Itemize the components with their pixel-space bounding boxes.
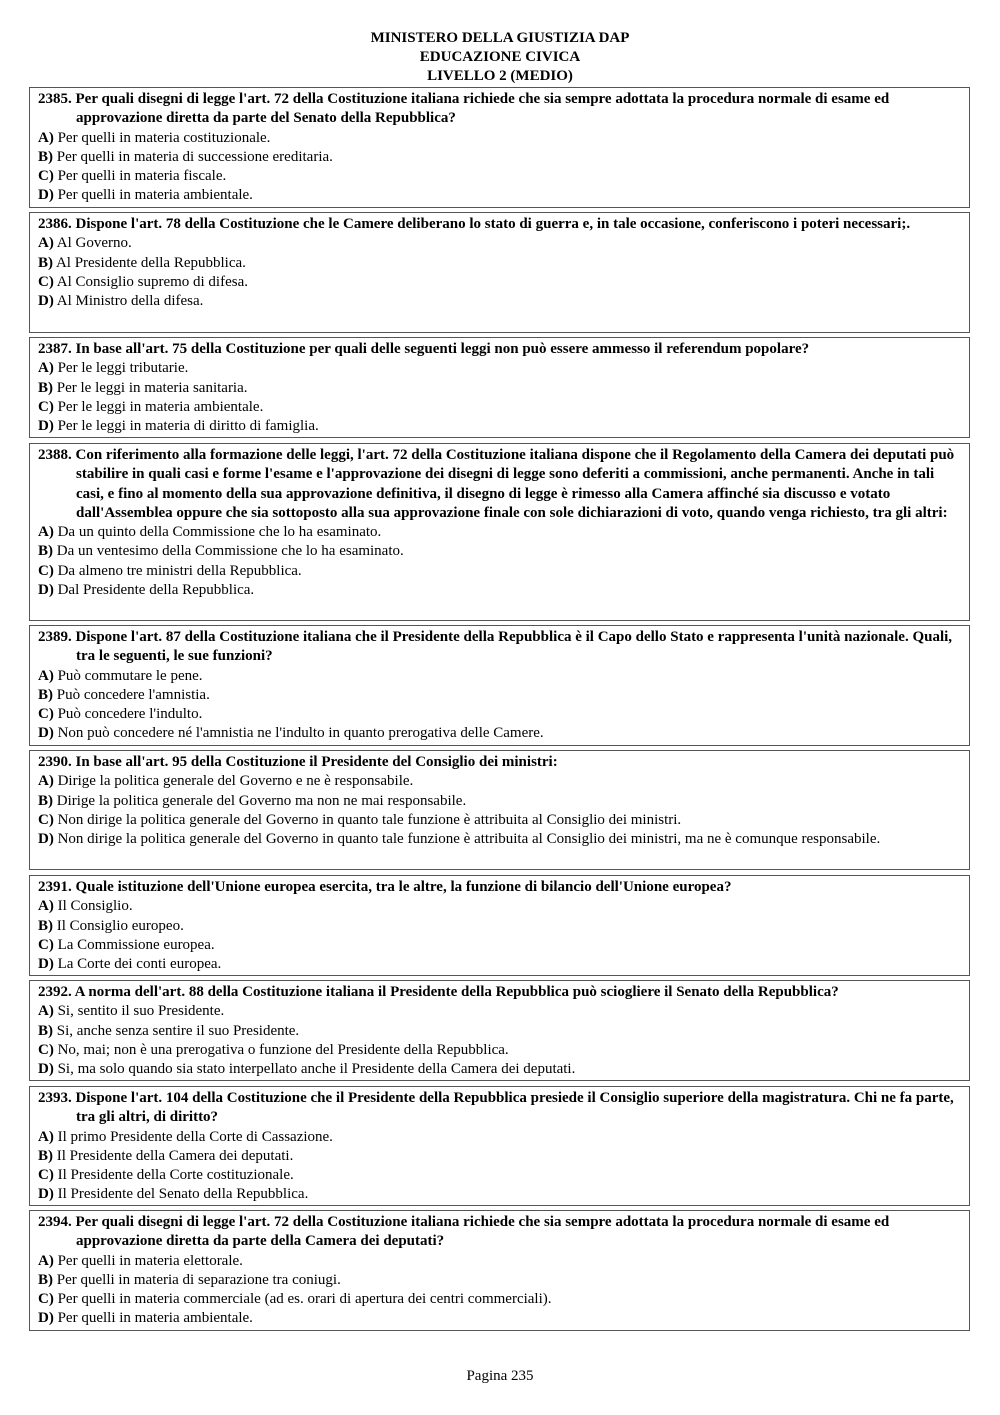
answer-text: Al Ministro della difesa.: [56, 293, 204, 310]
answer-letter: C): [38, 811, 54, 828]
answer-letter: D): [38, 1310, 54, 1327]
answer-option: [38, 234, 961, 253]
answer-letter: C): [38, 1167, 54, 1184]
answer-option: [38, 1290, 961, 1309]
answer-letter: B): [38, 543, 53, 560]
answer-letter: A): [38, 1003, 54, 1020]
answer-text: Dirige la politica generale del Governo e ne è responsabile.: [57, 773, 414, 790]
question-block: [29, 443, 970, 621]
answer-letter: A): [38, 235, 54, 252]
answer-text: Per le leggi tributarie.: [57, 360, 189, 377]
answer-letter: C): [38, 936, 54, 953]
header-level: LIVELLO 2 (MEDIO): [427, 68, 573, 84]
answer-text: Da un quinto della Commissione che lo ha esaminato.: [57, 524, 382, 541]
answer-text: Per quelli in materia fiscale.: [57, 168, 227, 185]
answer-letter: A): [38, 898, 54, 915]
answer-option: [38, 542, 961, 561]
answer-text: Per quelli in materia costituzionale.: [57, 129, 271, 146]
answer-letter: C): [38, 398, 54, 415]
answer-text: Può concedere l'indulto.: [57, 706, 203, 723]
answer-option: [38, 398, 961, 417]
answer-option: [38, 1185, 961, 1204]
answer-letter: B): [38, 254, 53, 271]
answer-letter: D): [38, 831, 54, 848]
answer-letter: C): [38, 1291, 54, 1308]
answer-text: Può commutare le pene.: [57, 667, 203, 684]
question-block: [29, 750, 970, 870]
question-block: [29, 337, 970, 438]
answer-letter: B): [38, 792, 53, 809]
question-block: [29, 625, 970, 746]
answer-letter: C): [38, 562, 54, 579]
answer-text: Per quelli in materia ambientale.: [57, 187, 253, 204]
answer-option: [38, 1271, 961, 1290]
answer-text: Per quelli in materia di successione ereditaria.: [56, 148, 333, 165]
answer-option: [38, 129, 961, 148]
question-text: 2386. Dispone l'art. 78 della Costituzione che le Camere deliberano lo stato di guerra e, in tale occasione, conferiscono i poteri necessari;.: [38, 216, 911, 232]
answer-option: [38, 830, 961, 849]
answer-option: [38, 772, 961, 791]
answer-letter: D): [38, 582, 54, 599]
answer-text: Per le leggi in materia ambientale.: [57, 398, 264, 415]
answer-text: La Corte dei conti europea.: [57, 956, 222, 973]
answer-option: [38, 379, 961, 398]
answer-option: [38, 1060, 961, 1079]
answer-option: [38, 811, 961, 830]
answer-text: Per quelli in materia di separazione tra coniugi.: [56, 1271, 341, 1288]
answer-option: [38, 359, 961, 378]
answer-letter: D): [38, 418, 54, 435]
answer-letter: D): [38, 956, 54, 973]
answer-option: [38, 1002, 961, 1021]
answer-text: Al Presidente della Repubblica.: [55, 254, 246, 271]
answer-option: [38, 705, 961, 724]
answer-letter: C): [38, 706, 54, 723]
answer-text: Per quelli in materia ambientale.: [57, 1310, 253, 1327]
answer-option: [38, 955, 961, 974]
answer-option: [38, 292, 961, 311]
answer-option: [38, 167, 961, 186]
answer-option: [38, 936, 961, 955]
answer-option: [38, 897, 961, 916]
answer-text: Il Presidente della Corte costituzionale.: [57, 1167, 294, 1184]
answer-letter: A): [38, 1128, 54, 1145]
answer-text: Si, ma solo quando sia stato interpellato anche il Presidente della Camera dei deputati.: [57, 1061, 576, 1078]
answer-text: Può concedere l'amnistia.: [56, 686, 210, 703]
answer-option: [38, 1022, 961, 1041]
answer-option: [38, 667, 961, 686]
answer-text: Per quelli in materia commerciale (ad es. orari di apertura dei centri commerciali).: [57, 1291, 552, 1308]
answer-option: [38, 273, 961, 292]
answer-option: [38, 523, 961, 542]
answer-text: Da almeno tre ministri della Repubblica.: [57, 562, 302, 579]
answer-option: [38, 254, 961, 273]
answer-letter: D): [38, 293, 54, 310]
answer-letter: C): [38, 273, 54, 290]
answer-letter: A): [38, 129, 54, 146]
answer-letter: B): [38, 379, 53, 396]
question-block: [29, 212, 970, 333]
answer-letter: C): [38, 168, 54, 185]
answer-letter: B): [38, 1022, 53, 1039]
question-text: 2394. Per quali disegni di legge l'art. 72 della Costituzione italiana richiede che sia sempre adottata la procedura normale di esame ed approvazione diretta da parte della Camera dei deputati?: [38, 1214, 890, 1250]
answer-option: [38, 1309, 961, 1328]
answer-option: [38, 1128, 961, 1147]
answer-letter: A): [38, 524, 54, 541]
answer-letter: D): [38, 1061, 54, 1078]
answer-option: [38, 1147, 961, 1166]
answer-letter: B): [38, 917, 53, 934]
answer-letter: B): [38, 1147, 53, 1164]
header-ministry: MINISTERO DELLA GIUSTIZIA DAP: [370, 30, 630, 46]
answer-option: [38, 792, 961, 811]
answer-option: [38, 724, 961, 743]
answer-text: La Commissione europea.: [57, 936, 215, 953]
answer-text: Il Presidente della Camera dei deputati.: [56, 1147, 294, 1164]
question-block: [29, 1210, 970, 1331]
answer-option: [38, 417, 961, 436]
answer-option: [38, 581, 961, 600]
answer-text: No, mai; non è una prerogativa o funzione del Presidente della Repubblica.: [57, 1041, 509, 1058]
question-text: 2393. Dispone l'art. 104 della Costituzione che il Presidente della Repubblica presiede il Consiglio superiore della magistratura. Chi ne fa parte, tra gli altri, di diritto?: [38, 1090, 954, 1126]
answer-letter: A): [38, 1252, 54, 1269]
answer-option: [38, 1041, 961, 1060]
answer-text: Per le leggi in materia sanitaria.: [56, 379, 248, 396]
answer-letter: D): [38, 187, 54, 204]
question-text: 2387. In base all'art. 75 della Costituzione per quali delle seguenti leggi non può essere ammesso il referendum popolare?: [38, 341, 810, 357]
answer-text: Da un ventesimo della Commissione che lo ha esaminato.: [56, 543, 404, 560]
question-block: [29, 87, 970, 208]
answer-letter: C): [38, 1041, 54, 1058]
question-text: 2389. Dispone l'art. 87 della Costituzione italiana che il Presidente della Repubblica è il Capo dello Stato e rappresenta l'unità nazionale. Quali, tra le seguenti, le sue funzioni?: [38, 629, 953, 665]
answer-text: Si, sentito il suo Presidente.: [57, 1003, 225, 1020]
answer-option: [38, 686, 961, 705]
answer-text: Al Consiglio supremo di difesa.: [56, 273, 249, 290]
answer-letter: A): [38, 773, 54, 790]
answer-text: Dirige la politica generale del Governo ma non ne mai responsabile.: [56, 792, 467, 809]
answer-text: Dal Presidente della Repubblica.: [57, 582, 255, 599]
answer-text: Il primo Presidente della Corte di Cassazione.: [57, 1128, 333, 1145]
answer-text: Non dirige la politica generale del Governo in quanto tale funzione è attribuita al Consiglio dei ministri.: [57, 811, 682, 828]
answer-option: [38, 1252, 961, 1271]
question-text: 2392. A norma dell'art. 88 della Costituzione italiana il Presidente della Repubblica può sciogliere il Senato della Repubblica?: [38, 984, 839, 1000]
answer-text: Per le leggi in materia di diritto di famiglia.: [57, 418, 319, 435]
answer-letter: A): [38, 667, 54, 684]
answer-letter: B): [38, 686, 53, 703]
question-text: 2390. In base all'art. 95 della Costituzione il Presidente del Consiglio dei ministri:: [38, 754, 558, 770]
question-block: [29, 875, 970, 976]
page-header: [0, 29, 1000, 86]
question-text: 2385. Per quali disegni di legge l'art. 72 della Costituzione italiana richiede che sia sempre adottata la procedura normale di esame ed approvazione diretta da parte del Senato della Repubblica?: [38, 91, 890, 127]
answer-text: Per quelli in materia elettorale.: [57, 1252, 243, 1269]
answer-option: [38, 562, 961, 581]
answer-option: [38, 186, 961, 205]
answer-text: Il Consiglio europeo.: [56, 917, 184, 934]
question-text: 2391. Quale istituzione dell'Unione europea esercita, tra le altre, la funzione di bilancio dell'Unione europea?: [38, 879, 732, 895]
answer-text: Non può concedere né l'amnistia ne l'indulto in quanto prerogativa delle Camere.: [57, 725, 544, 742]
answer-letter: D): [38, 1186, 54, 1203]
question-text: 2388. Con riferimento alla formazione delle leggi, l'art. 72 della Costituzione italiana dispone che il Regolamento della Camera dei deputati può stabilire in quali casi e forme l'esame e l'approvazione dei disegni di legge sono deferiti a commissioni, anche permanenti. Anche in tali casi, e fino al momento della sua approvazione definitiva, il disegno di legge è rimesso alla Camera affinché sia discusso e votato dall'Assemblea oppure che sia sottoposto alla sua approvazione finale con sole dichiarazioni di voto, quando venga richiesto, tra gli altri:: [38, 447, 955, 521]
answer-letter: D): [38, 725, 54, 742]
answer-letter: B): [38, 148, 53, 165]
header-subject: EDUCAZIONE CIVICA: [419, 49, 581, 65]
answer-option: [38, 1166, 961, 1185]
answer-letter: B): [38, 1271, 53, 1288]
answer-text: Il Consiglio.: [57, 898, 133, 915]
answer-option: [38, 917, 961, 936]
answer-text: Al Governo.: [56, 235, 132, 252]
page-number: Pagina 235: [466, 1368, 534, 1384]
answer-text: Si, anche senza sentire il suo Presidente.: [56, 1022, 300, 1039]
answer-option: [38, 148, 961, 167]
question-block: [29, 1086, 970, 1206]
answer-letter: A): [38, 360, 54, 377]
answer-text: Non dirige la politica generale del Governo in quanto tale funzione è attribuita al Consiglio dei ministri, ma ne è comunque responsabile.: [57, 831, 881, 848]
question-block: [29, 980, 970, 1081]
answer-text: Il Presidente del Senato della Repubblica.: [57, 1186, 309, 1203]
